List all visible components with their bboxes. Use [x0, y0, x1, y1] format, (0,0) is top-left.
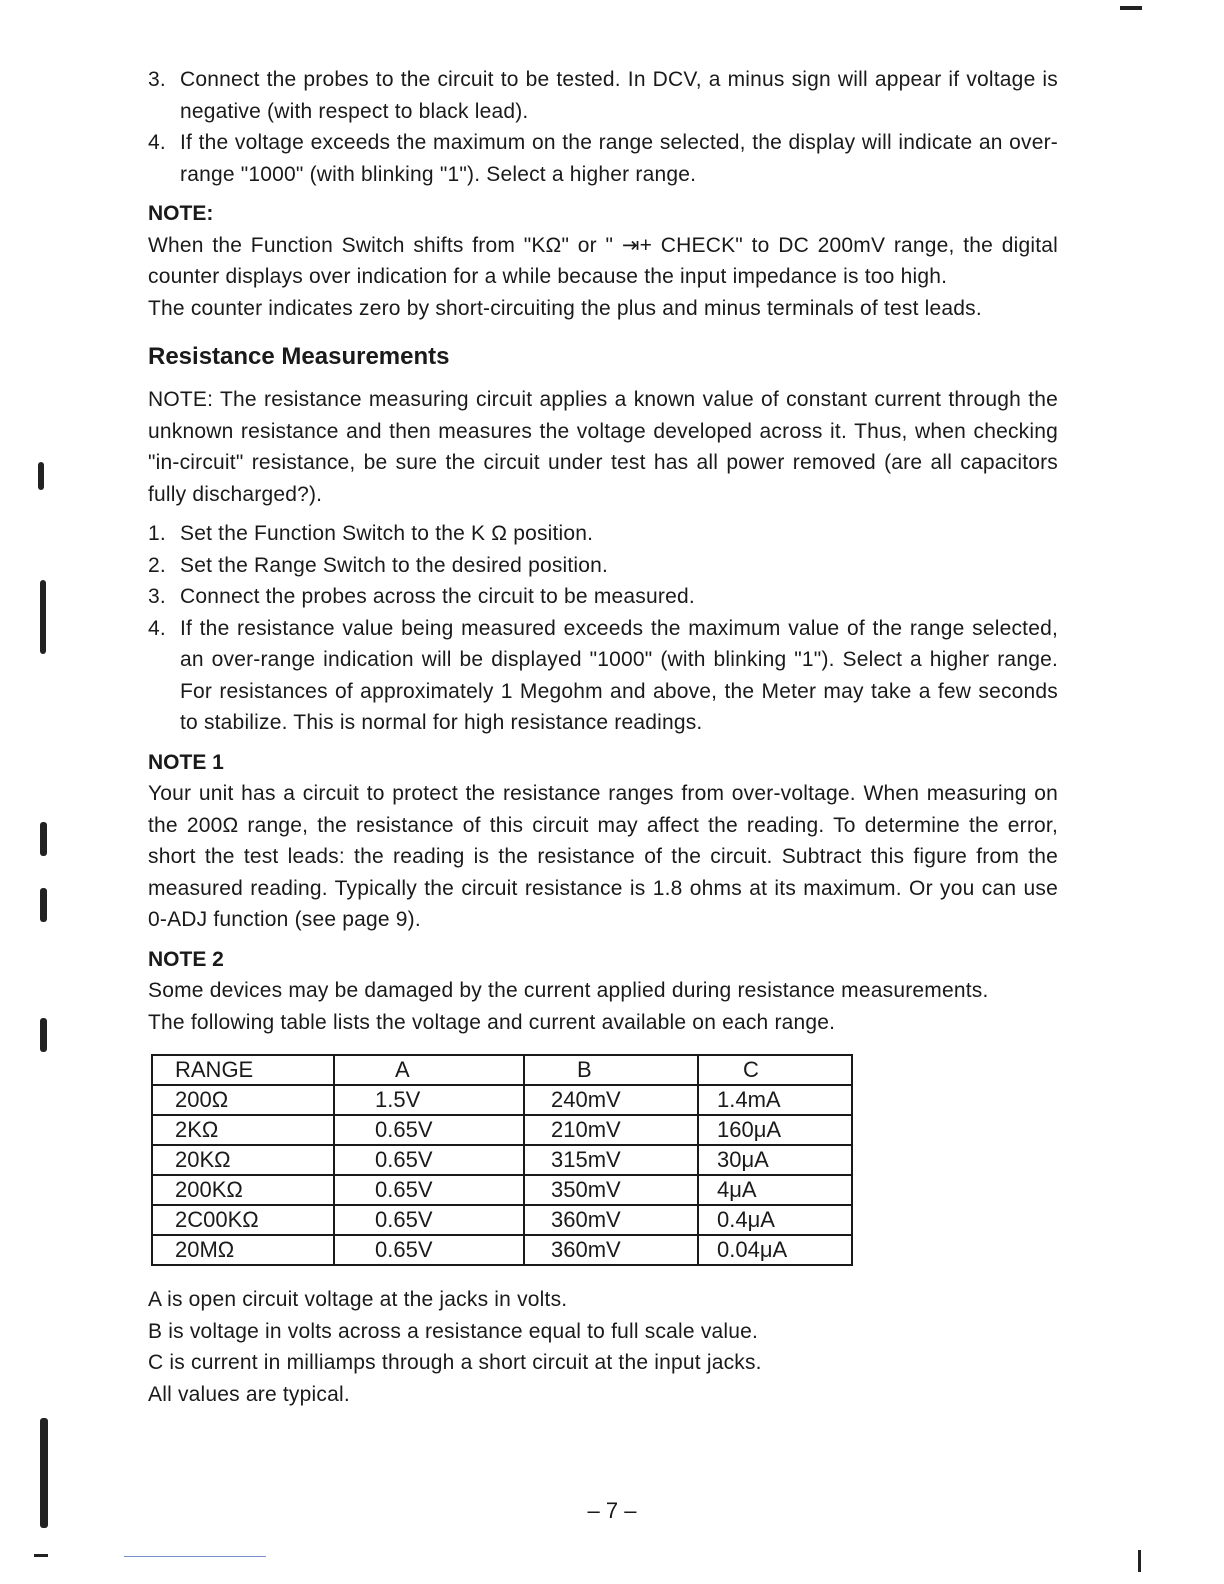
scan-mark: [40, 822, 47, 856]
table-header-cell: C: [698, 1055, 852, 1085]
step-number: 1.: [148, 522, 166, 545]
step-number: 2.: [148, 553, 166, 577]
note-paragraph: The counter indicates zero by short-circuiting the plus and minus terminals of test leads.: [148, 296, 982, 320]
list-item: [148, 581, 1058, 613]
resistance-note: NOTE: The resistance measuring circuit applies a known value of constant current through the unknown resistance and then measures the voltage developed across it. Thus, when checking "in-circuit" resistance, be sure the circuit under test has all power removed (are all capacitors fully discharged?).: [148, 388, 1058, 506]
scan-mark: [38, 462, 44, 490]
list-item: [148, 64, 1058, 127]
note-heading: NOTE:: [148, 202, 214, 225]
legend-line: A is open circuit voltage at the jacks in volts.: [148, 1288, 568, 1311]
step-number: 3.: [148, 585, 166, 608]
step-text: If the voltage exceeds the maximum on the range selected, the display will indicate an over-range "1000" (with blinking "1"). Select a higher range.: [180, 131, 1058, 186]
list-item: [148, 518, 1058, 550]
table-cell: 160μA: [698, 1115, 852, 1145]
table-cell: 20KΩ: [152, 1145, 334, 1175]
step-number: 3.: [148, 68, 166, 91]
resistance-steps-list: [148, 518, 1058, 739]
table-row: [152, 1115, 852, 1145]
table-cell: 360mV: [524, 1235, 698, 1265]
scan-mark: [40, 580, 46, 654]
table-cell: 240mV: [524, 1085, 698, 1115]
table-cell: 200KΩ: [152, 1175, 334, 1205]
document-page: [148, 64, 1058, 1410]
dcv-steps-list: [148, 64, 1058, 190]
scan-mark: [34, 1554, 48, 1557]
table-cell: 30μA: [698, 1145, 852, 1175]
table-cell: 0.65V: [334, 1205, 524, 1235]
table-cell: 0.65V: [334, 1115, 524, 1145]
step-text: Set the Range Switch to the desired position.: [180, 553, 609, 577]
legend-line: B is voltage in volts across a resistance equal to full scale value.: [148, 1319, 759, 1343]
table-row: [152, 1205, 852, 1235]
table-cell: 350mV: [524, 1175, 698, 1205]
table-cell: 0.04μA: [698, 1235, 852, 1265]
range-table: [151, 1054, 853, 1266]
table-row: [152, 1175, 852, 1205]
table-cell: 2C00KΩ: [152, 1205, 334, 1235]
scan-mark: [1120, 6, 1142, 10]
note-paragraph: When the Function Switch shifts from "KΩ" or " ⇥+ CHECK" to DC 200mV range, the digital counter displays over indication for a while because the input impedance is too high.: [148, 233, 1058, 288]
table-row: [152, 1235, 852, 1265]
table-cell: 1.5V: [334, 1085, 524, 1115]
table-cell: 1.4mA: [698, 1085, 852, 1115]
scan-mark: [40, 1018, 47, 1052]
step-text: Connect the probes across the circuit to be measured.: [180, 585, 695, 608]
list-item: [148, 550, 1058, 582]
table-cell: 2KΩ: [152, 1115, 334, 1145]
table-cell: 315mV: [524, 1145, 698, 1175]
scan-mark: [40, 888, 47, 922]
table-row: [152, 1085, 852, 1115]
table-cell: 0.4μA: [698, 1205, 852, 1235]
legend-line: All values are typical.: [148, 1382, 350, 1406]
note1-text: Your unit has a circuit to protect the resistance ranges from over-voltage. When measuring on the 200Ω range, the resistance of this circuit may affect the reading. To determine the error, short the test leads: the reading is the resistance of the circuit. Subtract this figure from the measured reading. Typically the circuit resistance is 1.8 ohms at its maximum. Or you can use 0-ADJ function (see page 9).: [148, 782, 1058, 931]
list-item: [148, 613, 1058, 739]
page-number: – 7 –: [587, 1498, 637, 1523]
table-header-row: [152, 1055, 852, 1085]
table-header-cell: A: [334, 1055, 524, 1085]
table-cell: 210mV: [524, 1115, 698, 1145]
scan-mark: [1138, 1550, 1141, 1572]
table-cell: 360mV: [524, 1205, 698, 1235]
section-title: Resistance Measurements: [148, 343, 450, 370]
table-cell: 0.65V: [334, 1145, 524, 1175]
table-header-cell: RANGE: [152, 1055, 334, 1085]
table-cell: 20MΩ: [152, 1235, 334, 1265]
note2-heading: NOTE 2: [148, 947, 224, 971]
note1-heading: NOTE 1: [148, 750, 224, 774]
note2-text: Some devices may be damaged by the current applied during resistance measurements.: [148, 979, 989, 1002]
scan-mark: [40, 1418, 48, 1528]
step-text: If the resistance value being measured exceeds the maximum value of the range selected, an over-range indication will be displayed "1000" (with blinking "1"). Select a higher range. For resistances of approximately 1 Megohm and above, the Meter may take a few seconds to stabilize. This is normal for high resistance readings.: [180, 616, 1058, 734]
step-number: 4.: [148, 131, 166, 154]
scan-line: [124, 1556, 266, 1557]
note2-text: The following table lists the voltage and current available on each range.: [148, 1010, 836, 1034]
table-header-cell: B: [524, 1055, 698, 1085]
table-row: [152, 1145, 852, 1175]
table-legend: [148, 1284, 1058, 1410]
list-item: [148, 127, 1058, 190]
step-text: Connect the probes to the circuit to be tested. In DCV, a minus sign will appear if voltage is negative (with respect to black lead).: [180, 68, 1058, 123]
step-text: Set the Function Switch to the K Ω position.: [180, 522, 594, 545]
table-cell: 4μA: [698, 1175, 852, 1205]
legend-line: C is current in milliamps through a short circuit at the input jacks.: [148, 1351, 762, 1374]
table-cell: 0.65V: [334, 1175, 524, 1205]
table-cell: 200Ω: [152, 1085, 334, 1115]
table-cell: 0.65V: [334, 1235, 524, 1265]
step-number: 4.: [148, 616, 166, 640]
